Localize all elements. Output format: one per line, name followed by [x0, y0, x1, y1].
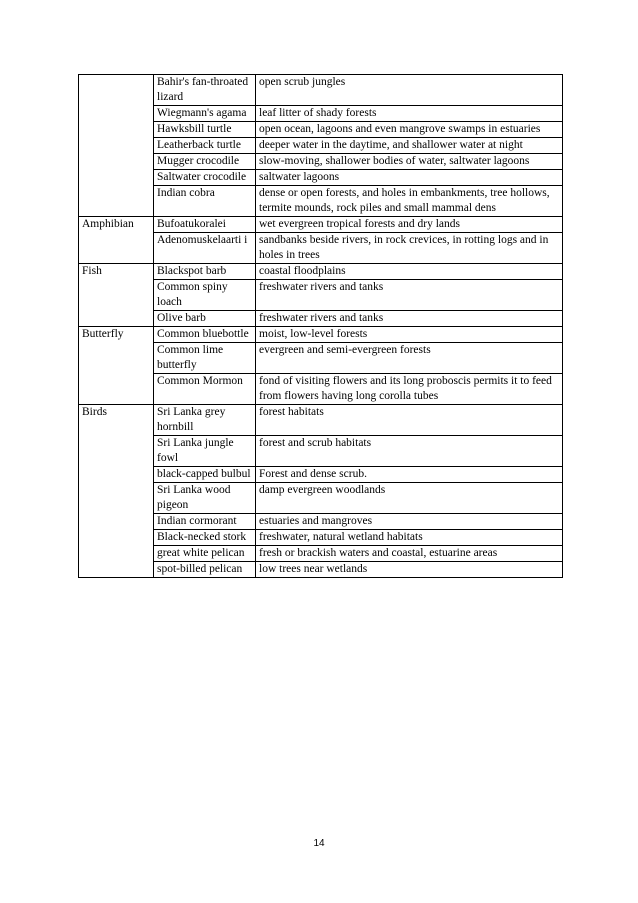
- category-cell: Birds: [79, 405, 154, 578]
- species-cell: Common bluebottle: [154, 327, 256, 343]
- habitat-cell: dense or open forests, and holes in embankments, tree hollows, termite mounds, rock piles and small mammal dens: [256, 186, 563, 217]
- species-cell: Indian cormorant: [154, 514, 256, 530]
- habitat-cell: wet evergreen tropical forests and dry lands: [256, 217, 563, 233]
- species-cell: Indian cobra: [154, 186, 256, 217]
- habitat-cell: Forest and dense scrub.: [256, 467, 563, 483]
- habitat-cell: slow-moving, shallower bodies of water, saltwater lagoons: [256, 154, 563, 170]
- habitat-cell: open scrub jungles: [256, 75, 563, 106]
- table-row: [79, 264, 563, 280]
- habitat-cell: forest and scrub habitats: [256, 436, 563, 467]
- table-body: [79, 75, 563, 578]
- category-cell: Butterfly: [79, 327, 154, 405]
- table-row: [79, 75, 563, 106]
- table-row: [79, 217, 563, 233]
- species-cell: black-capped bulbul: [154, 467, 256, 483]
- category-cell: Fish: [79, 264, 154, 327]
- habitat-cell: open ocean, lagoons and even mangrove swamps in estuaries: [256, 122, 563, 138]
- habitat-cell: sandbanks beside rivers, in rock crevices, in rotting logs and in holes in trees: [256, 233, 563, 264]
- category-cell: Amphibian: [79, 217, 154, 264]
- species-cell: Common lime butterfly: [154, 343, 256, 374]
- habitat-cell: fond of visiting flowers and its long proboscis permits it to feed from flowers having long corolla tubes: [256, 374, 563, 405]
- species-cell: Sri Lanka grey hornbill: [154, 405, 256, 436]
- habitat-cell: saltwater lagoons: [256, 170, 563, 186]
- category-cell: [79, 75, 154, 217]
- species-cell: Sri Lanka jungle fowl: [154, 436, 256, 467]
- habitat-cell: leaf litter of shady forests: [256, 106, 563, 122]
- habitat-cell: freshwater rivers and tanks: [256, 280, 563, 311]
- species-cell: great white pelican: [154, 546, 256, 562]
- species-cell: Blackspot barb: [154, 264, 256, 280]
- habitat-cell: freshwater, natural wetland habitats: [256, 530, 563, 546]
- habitat-cell: estuaries and mangroves: [256, 514, 563, 530]
- table-row: [79, 327, 563, 343]
- habitat-cell: moist, low-level forests: [256, 327, 563, 343]
- species-cell: Adenomuskelaarti i: [154, 233, 256, 264]
- species-cell: Common Mormon: [154, 374, 256, 405]
- species-habitat-table: [78, 74, 563, 578]
- species-cell: Hawksbill turtle: [154, 122, 256, 138]
- habitat-cell: damp evergreen woodlands: [256, 483, 563, 514]
- habitat-cell: evergreen and semi-evergreen forests: [256, 343, 563, 374]
- species-cell: Common spiny loach: [154, 280, 256, 311]
- page-number: 14: [313, 838, 325, 849]
- habitat-cell: coastal floodplains: [256, 264, 563, 280]
- habitat-cell: low trees near wetlands: [256, 562, 563, 578]
- habitat-cell: fresh or brackish waters and coastal, estuarine areas: [256, 546, 563, 562]
- species-cell: Leatherback turtle: [154, 138, 256, 154]
- species-cell: Olive barb: [154, 311, 256, 327]
- species-cell: Wiegmann's agama: [154, 106, 256, 122]
- species-cell: Sri Lanka wood pigeon: [154, 483, 256, 514]
- habitat-cell: freshwater rivers and tanks: [256, 311, 563, 327]
- species-cell: Black-necked stork: [154, 530, 256, 546]
- species-cell: spot-billed pelican: [154, 562, 256, 578]
- habitat-cell: deeper water in the daytime, and shallower water at night: [256, 138, 563, 154]
- species-cell: Bahir's fan-throated lizard: [154, 75, 256, 106]
- species-cell: Bufoatukoralei: [154, 217, 256, 233]
- species-cell: Saltwater crocodile: [154, 170, 256, 186]
- table-row: [79, 405, 563, 436]
- habitat-cell: forest habitats: [256, 405, 563, 436]
- species-cell: Mugger crocodile: [154, 154, 256, 170]
